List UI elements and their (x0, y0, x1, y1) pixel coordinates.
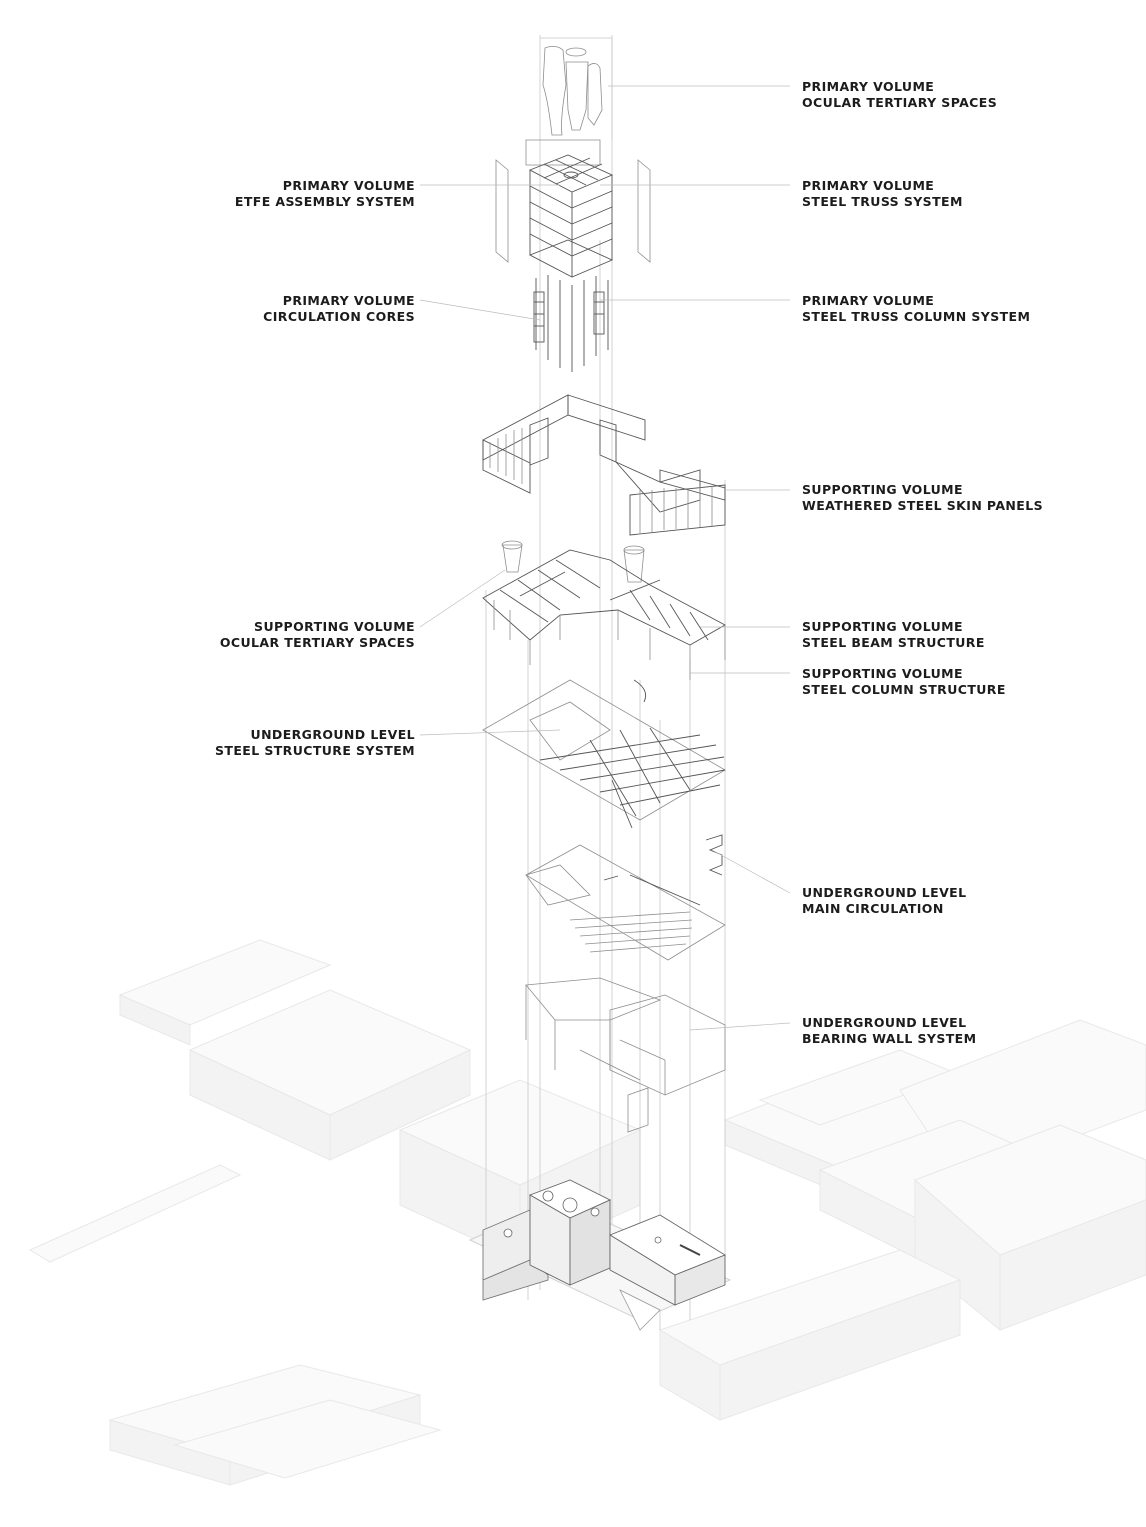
label-primary-circulation: PRIMARY VOLUME CIRCULATION CORES (263, 293, 415, 324)
underground-steel-structure (483, 680, 725, 828)
primary-etfe-and-truss (496, 140, 650, 277)
label-supporting-beam: SUPPORTING VOLUME STEEL BEAM STRUCTURE (802, 619, 985, 650)
label-primary-truss: PRIMARY VOLUME STEEL TRUSS SYSTEM (802, 178, 963, 209)
underground-main-circulation (526, 835, 725, 960)
label-supporting-skin: SUPPORTING VOLUME WEATHERED STEEL SKIN PANELS (802, 482, 1043, 513)
primary-ocular-spaces (540, 38, 612, 140)
label-primary-truss-column: PRIMARY VOLUME STEEL TRUSS COLUMN SYSTEM (802, 293, 1031, 324)
supporting-beam-structure (483, 541, 725, 702)
supporting-skin-panels (483, 395, 725, 535)
label-primary-etfe: PRIMARY VOLUME ETFE ASSEMBLY SYSTEM (234, 178, 415, 209)
label-underground-bearing: UNDERGROUND LEVEL BEARING WALL SYSTEM (802, 1015, 977, 1046)
leader-lines (420, 86, 790, 1030)
label-supporting-column: SUPPORTING VOLUME STEEL COLUMN STRUCTURE (802, 666, 1006, 697)
label-underground-steel: UNDERGROUND LEVEL STEEL STRUCTURE SYSTEM (215, 727, 415, 758)
label-supporting-ocular: SUPPORTING VOLUME OCULAR TERTIARY SPACES (219, 619, 415, 650)
label-underground-circulation: UNDERGROUND LEVEL MAIN CIRCULATION (802, 885, 967, 916)
label-primary-ocular: PRIMARY VOLUME OCULAR TERTIARY SPACES (802, 79, 998, 110)
primary-cores-and-columns (534, 275, 608, 372)
